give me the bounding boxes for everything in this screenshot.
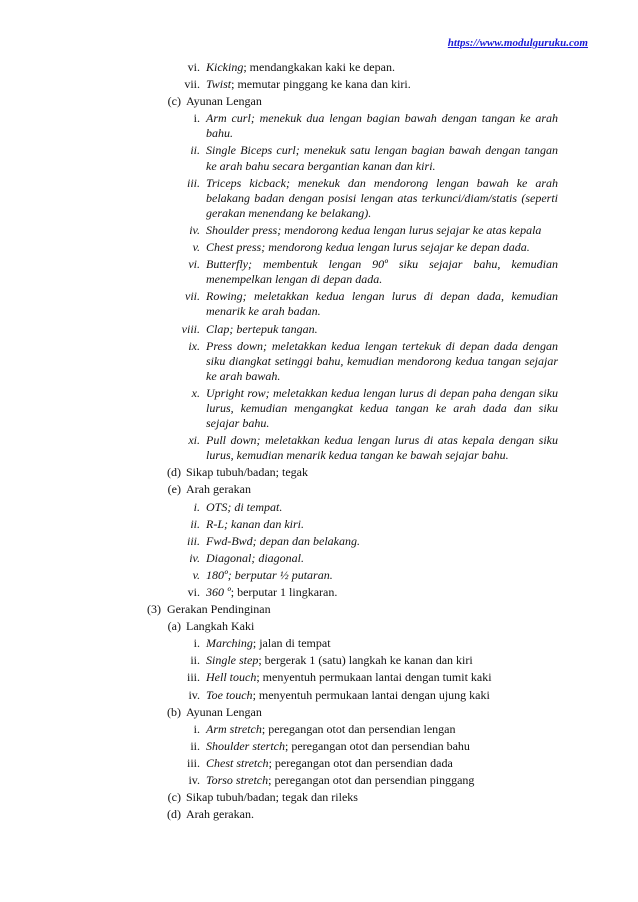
list-item-number: v. xyxy=(192,240,200,255)
list-item-text: Ayunan Lengan xyxy=(186,704,262,719)
definition-text: ; menekuk dua lengan bagian bawah dengan tangan ke arah bahu. xyxy=(206,111,559,141)
list-item-text: Shoulder press; mendorong kedua lengan lurus sejajar ke atas kepala xyxy=(206,222,542,237)
list-item xyxy=(0,339,638,384)
list-item-number: ii. xyxy=(190,516,200,531)
term-text: Marching xyxy=(206,636,253,651)
list-item xyxy=(0,790,638,805)
list-item-number: i. xyxy=(193,636,200,651)
list-item-text: Ayunan Lengan xyxy=(186,94,262,109)
list-item-number: iii. xyxy=(186,533,200,548)
list-item xyxy=(0,602,638,617)
list-item-text: Single Biceps curl; menekuk satu lengan bagian bawah dengan tangan ke arah bahu secara bergantian kanan dan kiri. xyxy=(206,143,558,173)
term-text: Single step xyxy=(206,653,259,668)
list-item-number: ii. xyxy=(190,738,200,753)
list-item xyxy=(0,585,638,600)
term-text: Torso stretch xyxy=(206,773,269,788)
list-item xyxy=(0,551,638,566)
list-item-number: iv. xyxy=(189,222,200,237)
list-item-text: 180º; berputar ½ putaran. xyxy=(206,567,333,582)
list-item-number: iv. xyxy=(188,773,200,788)
header-url-link[interactable]: https://www.modulguruku.com xyxy=(447,37,588,49)
definition-text: ; peregangan otot dan persendian bahu xyxy=(285,738,470,753)
list-item-text: Clap; bertepuk tangan. xyxy=(206,321,318,336)
list-item xyxy=(0,289,638,319)
list-item-number: ii. xyxy=(190,653,200,668)
document-body xyxy=(0,60,638,824)
list-item-number: x. xyxy=(191,385,200,400)
list-item-text xyxy=(206,77,558,92)
term-text: Arm curl xyxy=(206,111,251,126)
list-item-number: i. xyxy=(193,721,200,736)
list-item-number: v. xyxy=(192,567,200,582)
list-item-number: (c) xyxy=(167,790,181,805)
list-item-text: Chest press; mendorong kedua lengan lurus sejajar ke depan dada. xyxy=(206,240,530,255)
list-item xyxy=(0,482,638,497)
definition-text: ; menyentuh permukaan lantai dengan ujung kaki xyxy=(252,687,490,702)
list-item-number: vi. xyxy=(187,585,200,599)
list-item xyxy=(0,111,638,141)
list-item-number: iv. xyxy=(188,687,200,702)
definition-text: ; jalan di tempat xyxy=(252,636,331,651)
list-item-text: Langkah Kaki xyxy=(186,619,255,634)
list-item xyxy=(0,705,638,720)
list-item-text: Sikap tubuh/badan; tegak xyxy=(186,465,308,480)
term-text: Chest stretch xyxy=(206,755,269,770)
definition-text: ; memutar pinggang ke kana dan kiri. xyxy=(231,77,411,92)
list-item-number: (b) xyxy=(167,704,181,719)
list-item-text: Diagonal; diagonal. xyxy=(206,550,304,565)
term-text: Twist xyxy=(206,77,232,92)
list-item-text xyxy=(206,111,558,141)
list-item-number: iii. xyxy=(186,755,200,770)
term-text: 360 º xyxy=(206,585,231,599)
list-item-text: Arah gerakan. xyxy=(186,807,254,822)
list-item-text xyxy=(206,756,558,771)
list-item xyxy=(0,619,638,634)
list-item xyxy=(0,176,638,221)
list-item-number: (c) xyxy=(167,94,181,109)
list-item-number: viii. xyxy=(181,321,200,336)
list-item-text xyxy=(206,60,558,75)
list-item xyxy=(0,653,638,668)
list-item xyxy=(0,77,638,92)
list-item-text xyxy=(206,739,558,754)
definition-text: ; berputar 1 lingkaran. xyxy=(230,585,338,599)
list-item-number: iii. xyxy=(186,175,200,190)
list-item-number: ii. xyxy=(190,143,200,158)
list-item-number: vii. xyxy=(184,77,200,92)
list-item-number: (e) xyxy=(167,482,181,497)
definition-text: ; peregangan otot dan persendian pinggang xyxy=(268,773,475,788)
list-item-number: iv. xyxy=(189,550,200,565)
list-item-text: Butterfly; membentuk lengan 90º siku sejajar bahu, kemudian menempelkan lengan di depan dada. xyxy=(206,257,558,287)
definition-text: ; menyentuh permukaan lantai dengan tumit kaki xyxy=(256,670,492,685)
list-item-text xyxy=(206,670,558,685)
list-item-text: Sikap tubuh/badan; tegak dan rileks xyxy=(186,790,358,805)
list-item xyxy=(0,223,638,238)
list-item-number: xi. xyxy=(188,433,200,448)
definition-text: ; peregangan otot dan persendian dada xyxy=(268,755,453,770)
list-item xyxy=(0,60,638,75)
list-item-number: iii. xyxy=(186,670,200,685)
list-item xyxy=(0,722,638,737)
term-text: Arm stretch xyxy=(206,721,262,736)
list-item-text: Press down; meletakkan kedua lengan tertekuk di depan dada dengan siku diangkat setinggi bahu, kemudian mendorong kedua tangan sejajar ke arah bawah. xyxy=(206,338,558,383)
list-item xyxy=(0,739,638,754)
list-item xyxy=(0,773,638,788)
list-item-number: vi. xyxy=(187,60,200,74)
list-item-text xyxy=(206,773,558,788)
list-item-text: Fwd-Bwd; depan dan belakang. xyxy=(206,533,360,548)
list-item-text xyxy=(206,688,558,703)
list-item-text xyxy=(206,585,558,600)
list-item-text xyxy=(206,636,558,651)
term-text: Toe touch xyxy=(206,687,253,702)
list-item xyxy=(0,322,638,337)
list-item-text: Gerakan Pendinginan xyxy=(167,602,271,617)
list-item xyxy=(0,386,638,431)
list-item-number: i. xyxy=(193,499,200,514)
list-item xyxy=(0,670,638,685)
definition-text: ; peregangan otot dan persendian lengan xyxy=(261,721,456,736)
list-item-text: Rowing; meletakkan kedua lengan lurus di depan dada, kemudian menarik ke arah badan. xyxy=(206,289,558,319)
list-item-number: (d) xyxy=(167,465,181,480)
list-item-number: i. xyxy=(193,111,200,126)
list-item xyxy=(0,500,638,515)
list-item xyxy=(0,94,638,109)
list-item xyxy=(0,257,638,287)
list-item xyxy=(0,636,638,651)
list-item xyxy=(0,688,638,703)
list-item xyxy=(0,807,638,822)
list-item-text: OTS; di tempat. xyxy=(206,499,283,514)
list-item xyxy=(0,517,638,532)
list-item xyxy=(0,433,638,463)
term-text: Hell touch xyxy=(206,670,257,685)
list-item-text xyxy=(206,653,558,668)
list-item-text: R-L; kanan dan kiri. xyxy=(206,516,304,531)
term-text: Shoulder stertch xyxy=(206,738,285,753)
list-item xyxy=(0,465,638,480)
list-item xyxy=(0,568,638,583)
list-item-number: (a) xyxy=(167,619,181,634)
list-item xyxy=(0,240,638,255)
list-item-text: Upright row; meletakkan kedua lengan lurus di depan paha dengan siku lurus, kemudian mengangkat kedua tangan ke arah dada dan siku sejajar bahu. xyxy=(206,385,558,431)
list-item-text: Arah gerakan xyxy=(186,482,251,497)
list-item-number: (d) xyxy=(167,807,181,822)
term-text: Kicking xyxy=(206,60,244,74)
list-item xyxy=(0,143,638,173)
list-item-number: ix. xyxy=(188,338,200,353)
list-item-text xyxy=(206,722,558,737)
definition-text: ; bergerak 1 (satu) langkah ke kanan dan kiri xyxy=(258,653,473,668)
list-item xyxy=(0,534,638,549)
list-item-text: Pull down; meletakkan kedua lengan lurus di atas kepala dengan siku lurus, kemudian menarik kedua tangan ke bawah sejajar bahu. xyxy=(206,433,558,463)
list-item-number: (3) xyxy=(147,602,161,617)
list-item-number: vi. xyxy=(188,257,200,272)
list-item-text: Triceps kicback; menekuk dan mendorong lengan bawah ke arah belakang badan dengan posisi lengan atas terkunci/diam/statis (seperti gerakan menendang ke belakang). xyxy=(206,175,558,220)
definition-text: ; mendangkakan kaki ke depan. xyxy=(243,60,395,74)
list-item xyxy=(0,756,638,771)
list-item-number: vii. xyxy=(185,289,200,304)
